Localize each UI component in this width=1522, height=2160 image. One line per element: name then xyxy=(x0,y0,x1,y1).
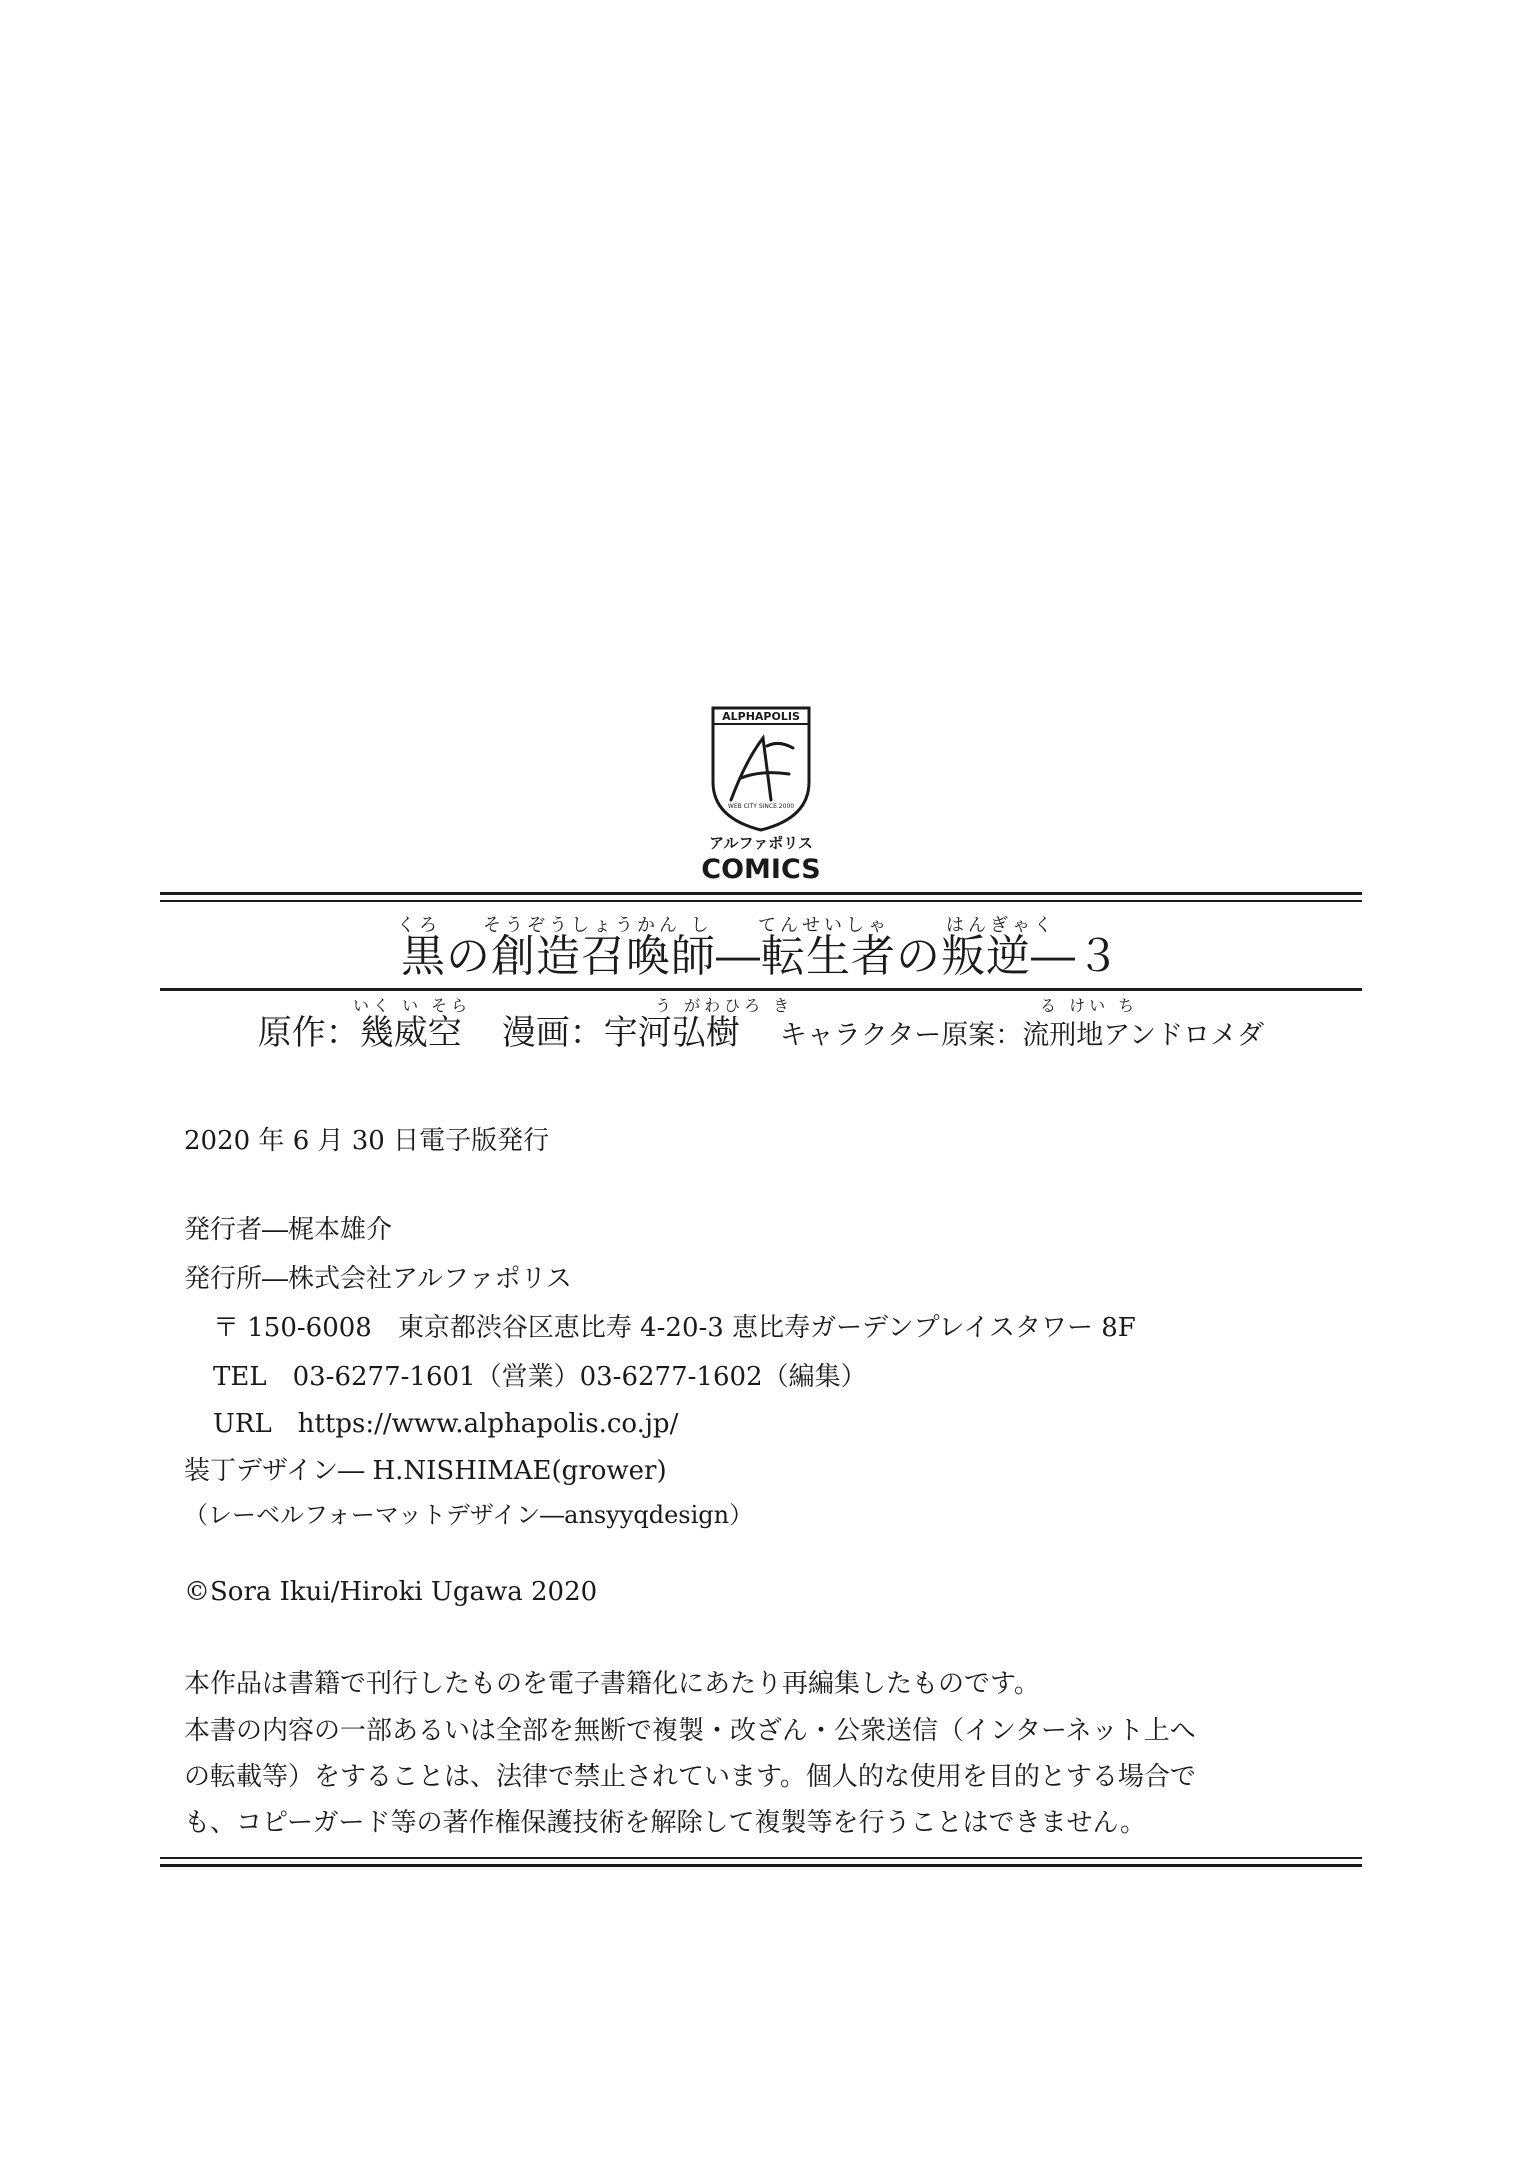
copyright: ©Sora Ikui/Hiroki Ugawa 2020 xyxy=(184,1577,598,1607)
notice-line-3: の転載等）をすることは、法律で禁止されています。個人的な使用を目的とする場合で xyxy=(184,1762,1196,1792)
character-designer: 流刑地アンドロメダ xyxy=(1022,1020,1265,1051)
publisher-address: 〒 150-6008 東京都渋谷区恵比寿 4-20-3 恵比寿ガーデンプレイスタワー 8F xyxy=(213,1313,1136,1343)
top-double-rule-lower xyxy=(160,900,1362,902)
title-ruby-souzou: そうぞうしょうかん し xyxy=(483,915,713,936)
title-ruby-kuro: くろ xyxy=(397,915,441,936)
bottom-double-rule-upper xyxy=(160,1857,1362,1859)
credits-ruby-artist: う がわひろ き xyxy=(655,996,794,1015)
logo-katakana: アルファポリス xyxy=(709,834,813,852)
book-title: 黒の創造召喚師―転生者の叛逆―３ xyxy=(401,931,1121,982)
logo-arc-text: ALPHAPOLIS xyxy=(722,710,800,723)
credits-ruby-character: る けい ち xyxy=(1040,996,1139,1015)
manga-artist: 宇河弘樹 xyxy=(603,1013,740,1053)
cover-design-credit: 装丁デザイン― H.NISHIMAE(grower) xyxy=(184,1456,667,1486)
notice-line-4: も、コピーガード等の著作権保護技術を解除して複製等を行うことはできません。 xyxy=(184,1808,1147,1838)
character-label: キャラクター原案： xyxy=(779,1020,1023,1051)
publisher-person: 発行者―梶本雄介 xyxy=(184,1215,393,1245)
title-ruby-hangyaku: はんぎゃく xyxy=(946,915,1056,936)
manga-label: 漫画： xyxy=(501,1013,604,1053)
original-label: 原作： xyxy=(257,1013,360,1053)
publisher-company: 発行所―株式会社アルファポリス xyxy=(184,1264,572,1294)
alphapolis-comics-logo xyxy=(701,700,821,885)
title-underline-rule xyxy=(160,988,1362,991)
alphapolis-shield-icon xyxy=(701,700,821,885)
publication-date: 2020 年 6 月 30 日電子版発行 xyxy=(184,1126,550,1156)
top-double-rule-upper xyxy=(160,892,1362,895)
notice-line-1: 本作品は書籍で刊行したものを電子書籍化にあたり再編集したものです。 xyxy=(184,1669,1040,1699)
label-design-credit: （レーベルフォーマットデザイン―ansyyqdesign） xyxy=(184,1501,754,1529)
credits-ruby-author: いく い そら xyxy=(353,996,472,1015)
logo-sub-text: WEB CITY SINCE 2000 xyxy=(727,803,795,810)
original-author: 幾威空 xyxy=(359,1013,462,1053)
logo-comics: COMICS xyxy=(701,854,821,885)
notice-line-2: 本書の内容の一部あるいは全部を無断で複製・改ざん・公衆送信（インターネット上へ xyxy=(184,1716,1196,1746)
bottom-double-rule-lower xyxy=(160,1864,1362,1867)
publisher-url: URL https://www.alphapolis.co.jp/ xyxy=(213,1409,679,1439)
title-ruby-tensei: てんせいしゃ xyxy=(758,915,890,936)
credits-line xyxy=(160,1011,1362,1058)
publisher-tel: TEL 03-6277-1601（営業）03-6277-1602（編集） xyxy=(213,1362,867,1392)
